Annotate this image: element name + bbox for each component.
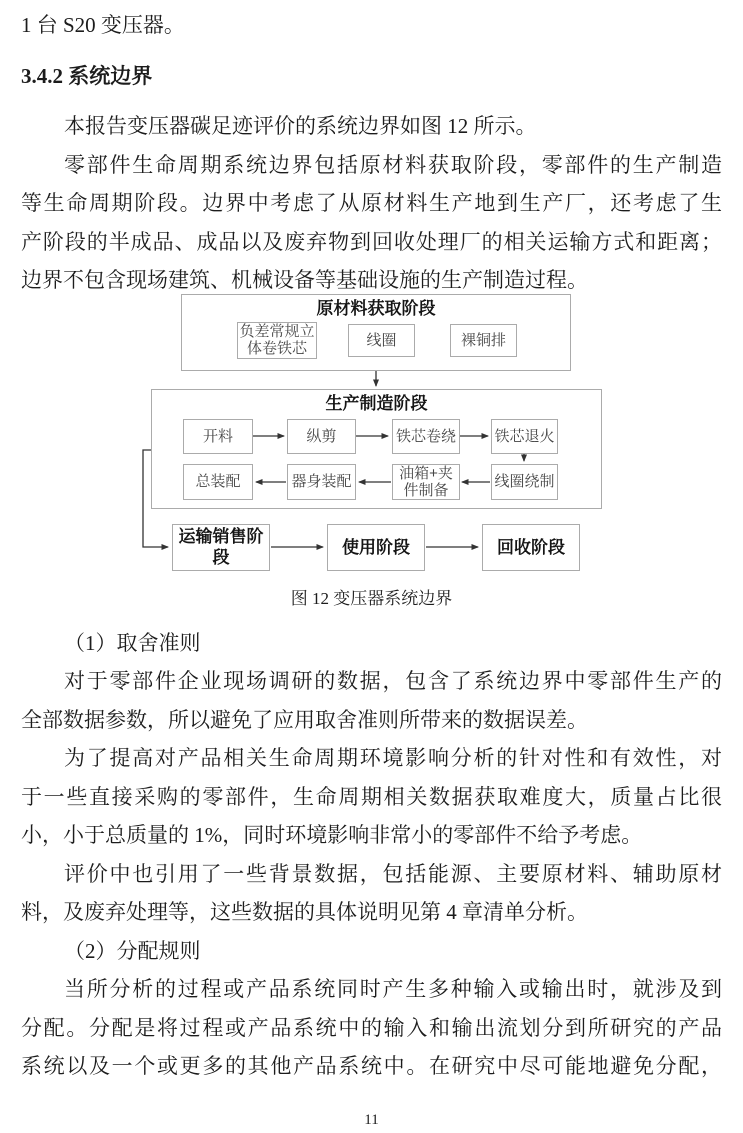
process-box-core: 负差常规立体卷铁芯 xyxy=(237,322,317,359)
text-line: 料，及废弃处理等，这些数据的具体说明见第 4 章清单分析。 xyxy=(21,900,588,924)
process-box-tank-clamp-prep: 油箱+夹件制备 xyxy=(392,464,460,500)
section-heading: 3.4.2 系统边界 xyxy=(21,63,153,88)
item-heading-1: （1）取舍准则 xyxy=(64,630,201,655)
text-line: 评价中也引用了一些背景数据，包括能源、主要原材料、辅助原材 xyxy=(64,861,722,886)
lead-line: 1 台 S20 变压器。 xyxy=(21,13,185,37)
text-line: 边界不包含现场建筑、机械设备等基础设施的生产制造过程。 xyxy=(21,268,588,292)
process-box-slitting: 纵剪 xyxy=(287,419,356,454)
manufacturing-stage-title: 生产制造阶段 xyxy=(325,393,428,413)
text-line: 对于零部件企业现场调研的数据，包含了系统边界中零部件生产的 xyxy=(64,669,722,693)
process-box-final-assembly: 总装配 xyxy=(183,464,253,500)
stage-box-transport-sales: 运输销售阶段 xyxy=(172,524,270,571)
body-text-after-figure xyxy=(21,624,722,1086)
text-line: 产阶段的半成品、成品以及废弃物到回收处理厂的相关运输方式和距离； xyxy=(21,229,722,254)
process-box-coil: 线圈 xyxy=(348,324,415,357)
text-line: 小，小于总质量的 1%，同时环境影响非常小的零部件不给予考虑。 xyxy=(21,823,643,847)
text-line: 全部数据参数，所以避免了应用取舍准则所带来的数据误差。 xyxy=(21,707,588,732)
text-line: 于一些直接采购的零部件，生命周期相关数据获取难度大，质量占比很 xyxy=(21,784,722,809)
figure-12-system-boundary xyxy=(0,294,743,624)
process-box-body-assembly: 器身装配 xyxy=(287,464,356,500)
text-line: 系统以及一个或更多的其他产品系统中。在研究中尽可能地避免分配， xyxy=(21,1054,722,1078)
process-box-copper-bar: 裸铜排 xyxy=(450,324,517,357)
para-intro: 本报告变压器碳足迹评价的系统边界如图 12 所示。 xyxy=(64,114,537,138)
process-box-core-annealing: 铁芯退火 xyxy=(491,419,558,454)
text-line: 分配。分配是将过程或产品系统中的输入和输出流划分到所研究的产品 xyxy=(21,1015,722,1040)
raw-material-stage-title: 原材料获取阶段 xyxy=(316,298,436,318)
text-line: 零部件生命周期系统边界包括原材料获取阶段，零部件的生产制造 xyxy=(64,152,722,177)
process-box-coil-winding: 线圈绕制 xyxy=(491,464,558,500)
process-box-core-winding: 铁芯卷绕 xyxy=(392,419,460,454)
text-line: 为了提高对产品相关生命周期环境影响分析的针对性和有效性，对 xyxy=(64,746,722,770)
text-line: 当所分析的过程或产品系统同时产生多种输入或输出时，就涉及到 xyxy=(64,977,722,1001)
stage-box-use: 使用阶段 xyxy=(327,524,425,571)
process-box-cutting: 开料 xyxy=(183,419,253,454)
stage-box-recycling: 回收阶段 xyxy=(482,524,580,571)
para-boundary xyxy=(21,146,722,300)
figure-caption: 图 12 变压器系统边界 xyxy=(290,588,453,608)
page-number: 11 xyxy=(364,1111,379,1128)
text-line: 等生命周期阶段。边界中考虑了从原材料生产地到生产厂，还考虑了生 xyxy=(21,191,722,215)
item-heading-2: （2）分配规则 xyxy=(64,938,201,963)
